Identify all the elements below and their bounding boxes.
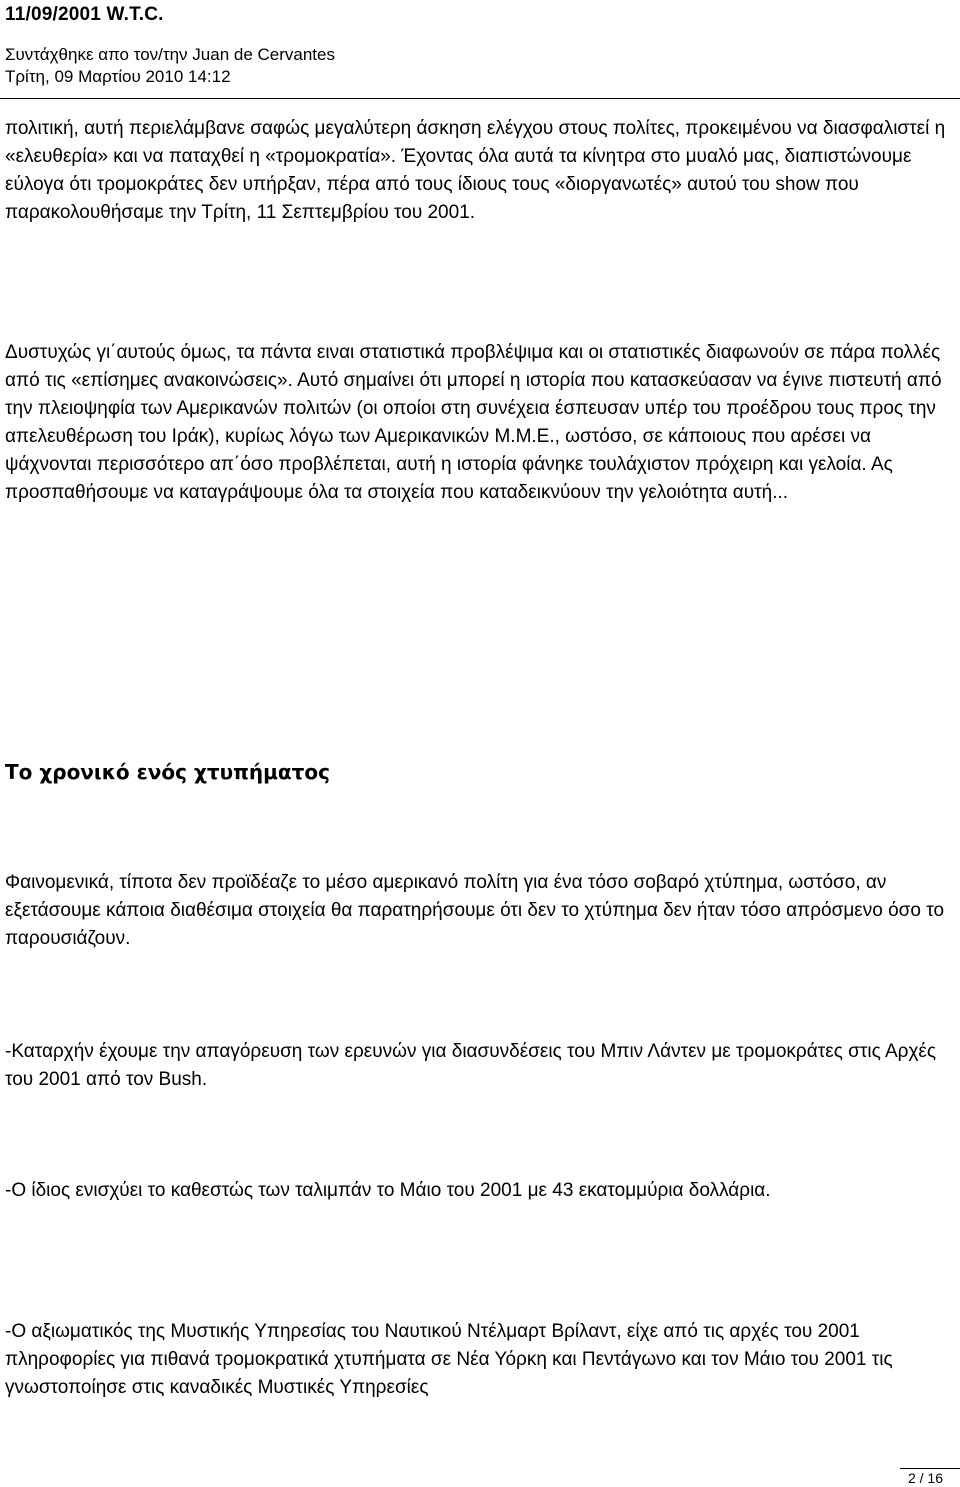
paragraph-2: Δυστυχώς γι΄αυτούς όμως, τα πάντα ειναι στατιστικά προβλέψιμα και οι στατιστικές διαφωνούν σε πάρα πολλές από τις «επίσημες ανακοινώσεις». Αυτό σημαίνει ότι μπορεί η ιστορία που κατασκεύασαν να έγινε πιστευτή από την πλειοψηφία των Αμερικανών πολιτών (οι οποίοι στη συνέχεια έσπευσαν υπέρ του προέδρου τους προς την απελευθέρωση του Ιράκ), κυρίως λόγω των Αμερικανικών Μ.Μ.Ε., ωστόσο, σε κάποιους που αρέσει να ψάχνονται περισσότερο απ΄όσο προβλέπεται, αυτή η ιστορία φάνηκε τουλάχιστον πρόχειρη και γελοία. Ας προσπαθήσουμε να καταγράψουμε όλα τα στοιχεία που καταδεικνύουν την γελοιότητα αυτή...: [5, 342, 942, 503]
section-heading: Το χρονικό ενός χτυπήματος: [5, 760, 330, 784]
date-line: Τρίτη, 09 Μαρτίου 2010 14:12: [5, 67, 231, 86]
footer-divider: [900, 1468, 960, 1469]
list-item-1: -Καταρχήν έχουμε την απαγόρευση των ερευνών για διασυνδέσεις του Μπιν Λάντεν με τρομοκράτες στις Αρχές του 2001 από τον Bush.: [5, 1041, 937, 1090]
author-line: Συντάχθηκε απο τον/την Juan de Cervantes: [5, 45, 335, 64]
section-intro-paragraph: Φαινομενικά, τίποτα δεν προϊδέαζε το μέσο αμερικανό πολίτη για ένα τόσο σοβαρό χτύπημα, ωστόσο, αν εξετάσουμε κάποια διαθέσιμα στοιχεία θα παρατηρήσουμε ότι δεν το χτύπημα δεν ήταν τόσο απρόσμενο όσο το παρουσιάζουν.: [5, 872, 945, 949]
header-divider: [0, 98, 960, 99]
list-item-3: -Ο αξιωματικός της Μυστικής Υπηρεσίας του Ναυτικού Ντέλμαρτ Βρίλαντ, είχε από τις αρχές του 2001 πληροφορίες για πιθανά τρομοκρατικά χτυπήματα σε Νέα Υόρκη και Πεντάγωνο και τον Μάιο του 2001 τις γνωστοποίησε στις καναδικές Μυστικές Υπηρεσίες: [5, 1321, 893, 1398]
document-title: 11/09/2001 W.T.C.: [5, 4, 164, 25]
list-item-2: -Ο ίδιος ενισχύει το καθεστώς των ταλιμπάν το Μάιο του 2001 με 43 εκατομμύρια δολλάρια.: [5, 1180, 771, 1201]
paragraph-1: πολιτική, αυτή περιελάμβανε σαφώς μεγαλύτερη άσκηση ελέγχου στους πολίτες, προκειμένου να διασφαλιστεί η «ελευθερία» και να παταχθεί η «τρομοκρατία». Έχοντας όλα αυτά τα κίνητρα στο μυαλό μας, διαπιστώνουμε εύλογα ότι τρομοκράτες δεν υπήρξαν, πέρα από τους ίδιους τους «διοργανωτές» αυτού του show που παρακολουθήσαμε την Τρίτη, 11 Σεπτεμβρίου του 2001.: [5, 118, 946, 223]
page-header: [5, 4, 945, 88]
page-number: 2 / 16: [907, 1470, 943, 1486]
